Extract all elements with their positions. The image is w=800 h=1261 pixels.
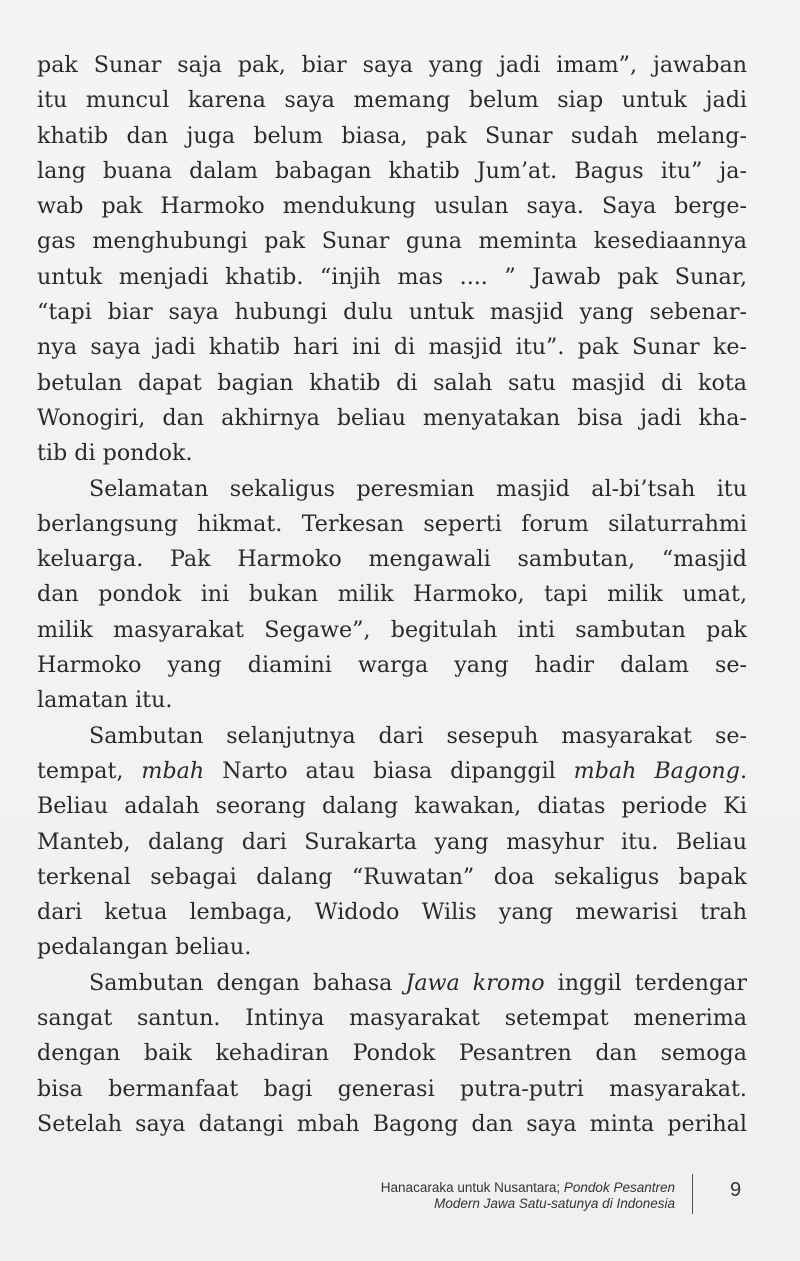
paragraph [37,966,747,1142]
text-line: Beliau adalah seorang dalang kawakan, diatas periode Ki [37,793,747,820]
text-line: berlangsung hikmat. Terkesan seperti forum silaturrahmi [37,510,747,537]
text-line: bisa bermanfaat bagi generasi putra-putri masyarakat. [37,1075,747,1102]
body-text [37,48,747,1142]
text-line: Sambutan dengan bahasa Jawa kromo inggil terdengar [89,969,748,996]
text-line: tib di pondok. [37,440,193,467]
paragraph [37,48,747,472]
text-line: Wonogiri, dan akhirnya beliau menyatakan bisa jadi kha- [37,404,747,431]
text-line: lamatan itu. [37,687,173,714]
text-line: sangat santun. Intinya masyarakat setempat menerima [37,1005,747,1032]
text-line: Manteb, dalang dari Surakarta yang masyhur itu. Beliau [37,828,747,855]
running-footer [255,1180,675,1212]
text-line: dari ketua lembaga, Widodo Wilis yang mewarisi trah [37,899,747,926]
text-line: Selamatan sekaligus peresmian masjid al-bi’tsah itu [89,475,747,502]
text-line: Setelah saya datangi mbah Bagong dan saya minta perihal [37,1110,747,1137]
text-line: nya saya jadi khatib hari ini di masjid itu”. pak Sunar ke- [37,334,747,361]
text-line: gas menghubungi pak Sunar guna meminta kesediaannya [37,228,747,255]
page-number: 9 [730,1179,742,1201]
text-line: Sambutan selanjutnya dari sesepuh masyarakat se- [89,722,747,749]
text-line: lang buana dalam babagan khatib Jum’at. Bagus itu” ja- [37,157,747,184]
footer-subtitle: Modern Jawa Satu-satunya di Indonesia [434,1196,675,1211]
paragraph [37,472,747,719]
text-line: pak Sunar saja pak, biar saya yang jadi imam”, jawaban [37,52,747,78]
text-line: wab pak Harmoko mendukung usulan saya. Saya berge- [37,193,747,220]
text-line: keluarga. Pak Harmoko mengawali sambutan, “masjid [37,546,747,573]
text-line: dengan baik kehadiran Pondok Pesantren dan semoga [37,1040,747,1067]
text-line: untuk menjadi khatib. “injih mas .... ” Jawab pak Sunar, [37,263,747,290]
footer-title-plain: Hanacaraka untuk Nusantara; [380,1180,564,1195]
text-line: tempat, mbah Narto atau biasa dipanggil mbah Bagong. [37,757,747,784]
footer-book-title [255,1180,675,1196]
text-line: Harmoko yang diamini warga yang hadir dalam se- [37,652,747,679]
text-line: pedalangan beliau. [37,934,252,961]
text-line: “tapi biar saya hubungi dulu untuk masjid yang sebenar- [37,299,747,326]
footer-title-italic: Pondok Pesantren [563,1180,675,1195]
text-line: dan pondok ini bukan milik Harmoko, tapi milik umat, [37,581,747,608]
text-line: betulan dapat bagian khatib di salah satu masjid di kota [37,369,747,396]
text-line: khatib dan juga belum biasa, pak Sunar sudah melang- [37,122,747,149]
text-line: itu muncul karena saya memang belum siap untuk jadi [37,87,747,114]
paragraph [37,719,747,966]
footer-divider [692,1174,693,1214]
text-line: terkenal sebagai dalang “Ruwatan” doa sekaligus bapak [37,863,747,890]
text-line: milik masyarakat Segawe”, begitulah inti sambutan pak [37,616,747,643]
